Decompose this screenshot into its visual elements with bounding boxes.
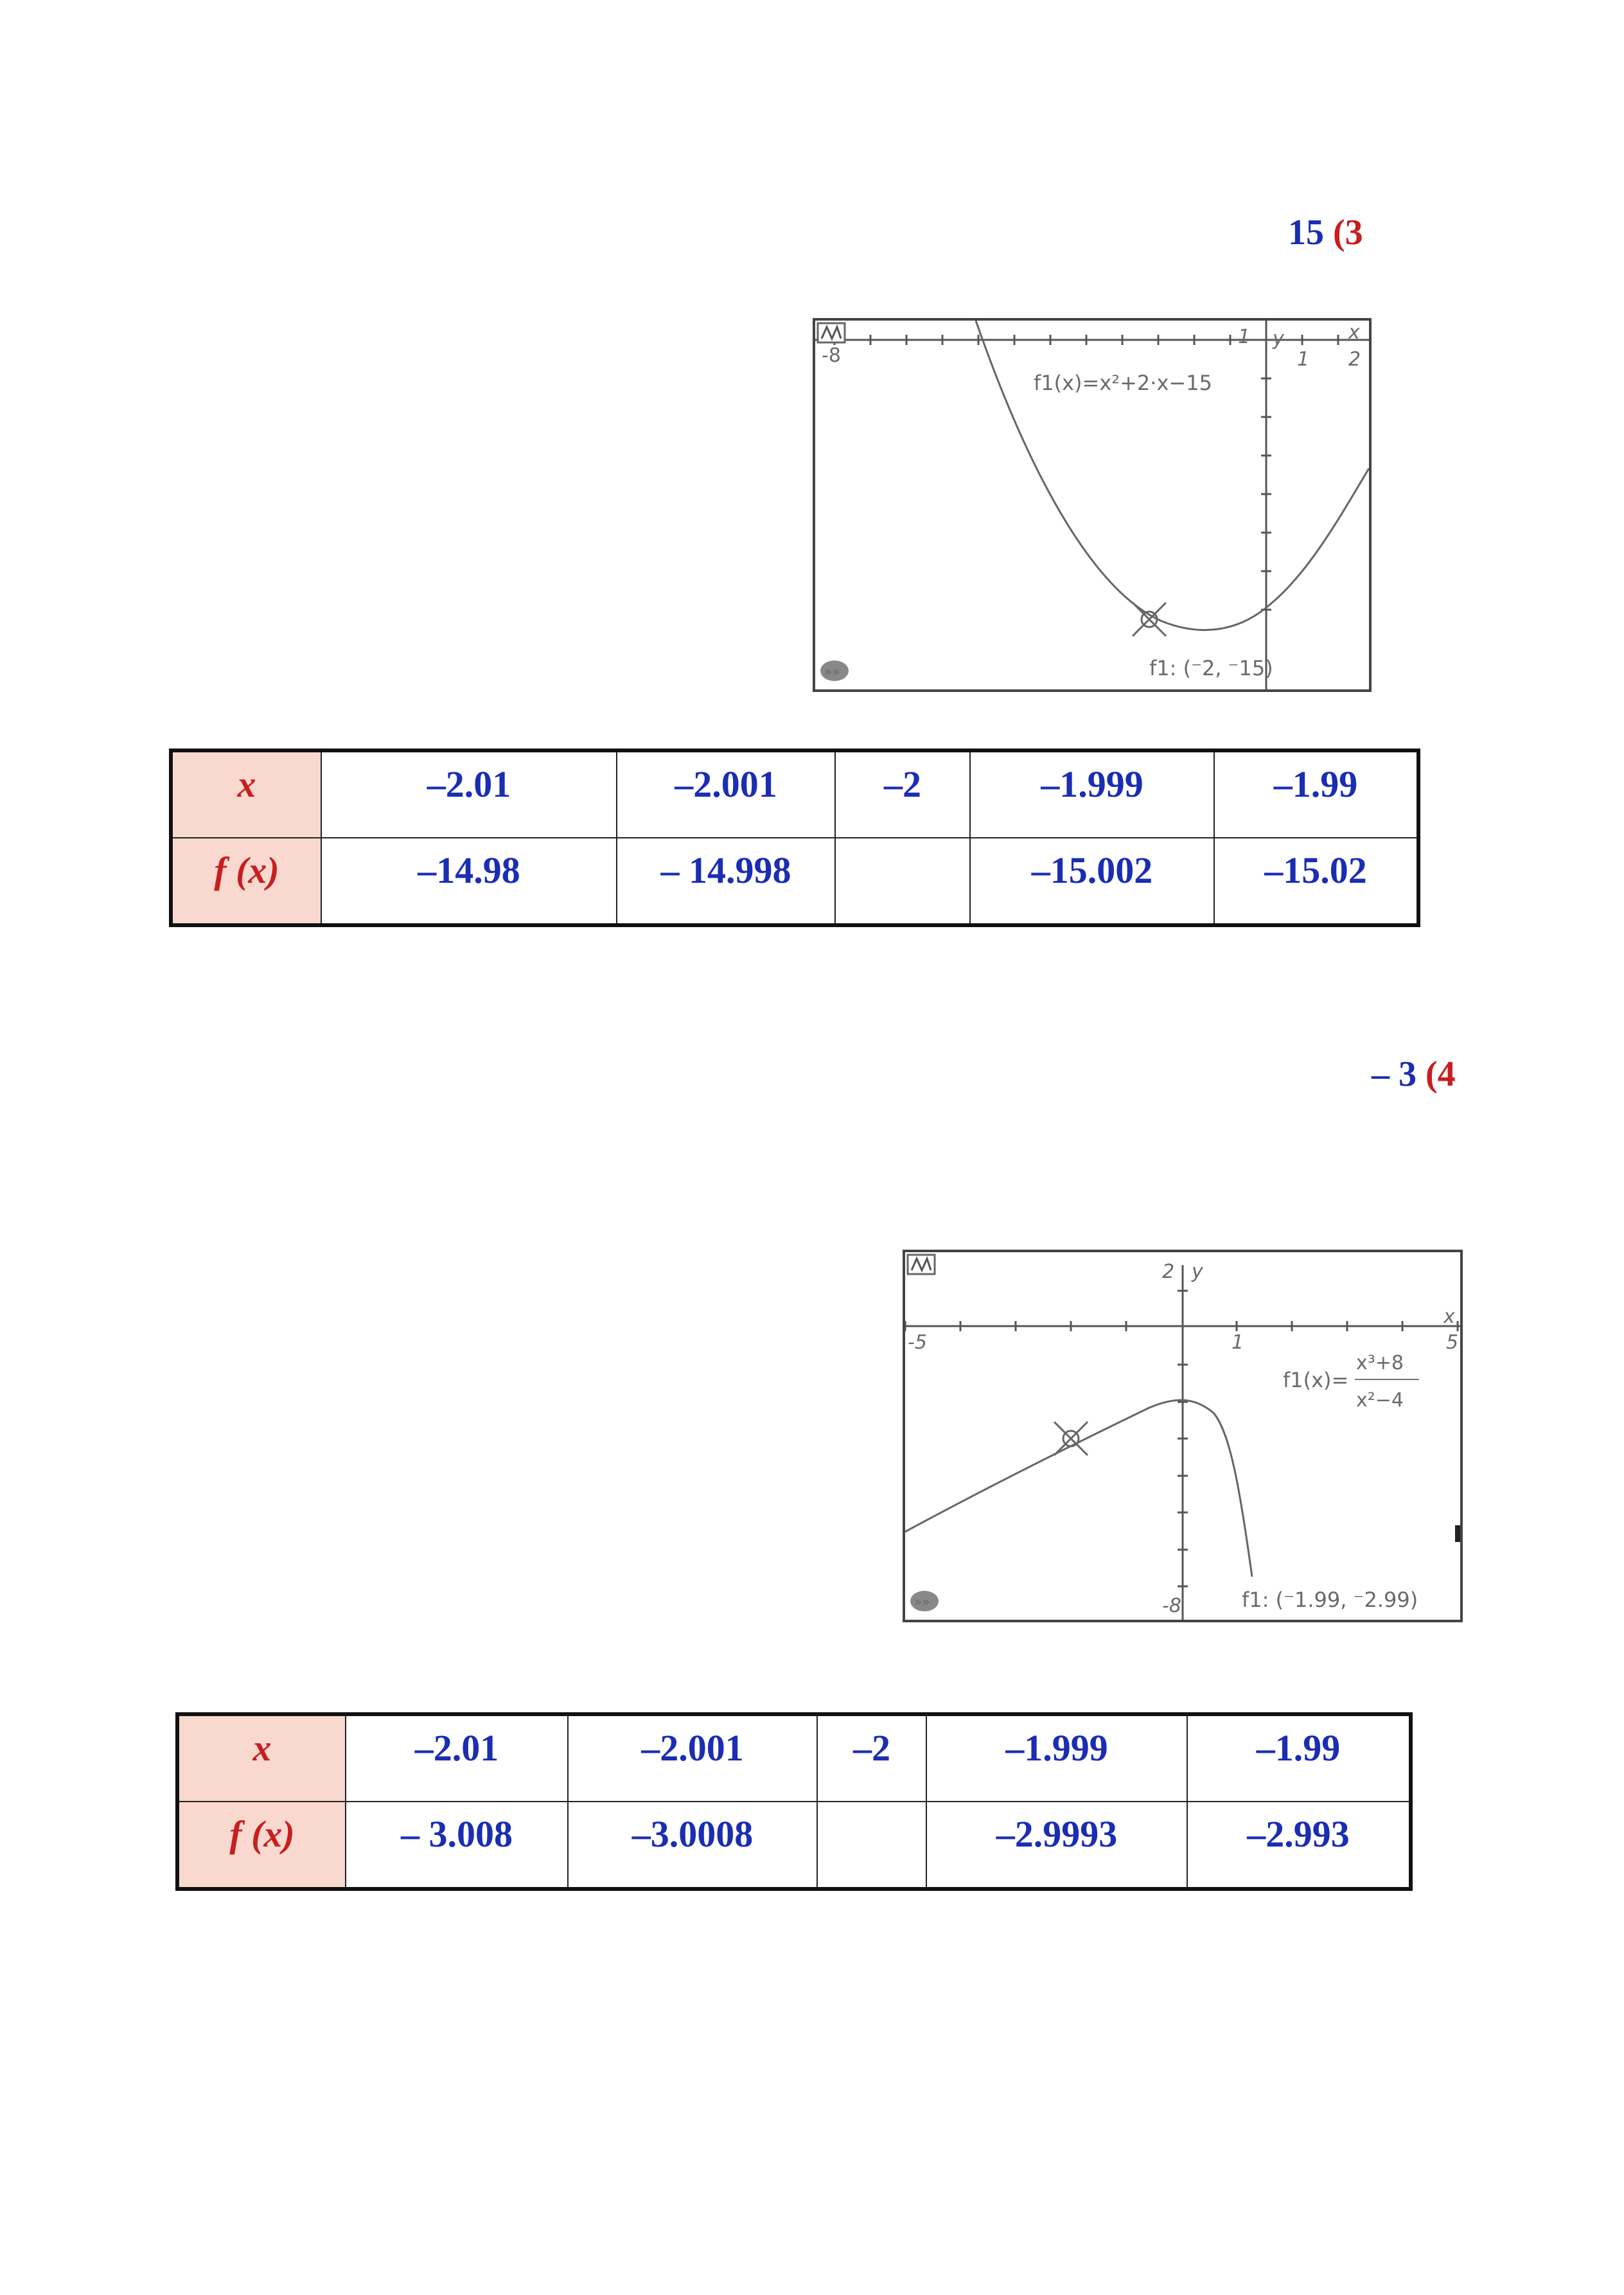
- table-cell: –2.01: [321, 750, 617, 838]
- values-table-2: [175, 1712, 1413, 1891]
- table-row: [177, 1714, 1411, 1802]
- table-cell: –1.999: [926, 1714, 1187, 1802]
- x-min-label: -8: [822, 344, 841, 367]
- x-header: x: [177, 1714, 346, 1802]
- y-max-label: 2: [1162, 1261, 1175, 1283]
- svg-text:»»: »»: [824, 664, 840, 679]
- table-cell: –15.02: [1214, 838, 1418, 925]
- trace-label: f1: (⁻2, ⁻15): [1149, 656, 1273, 680]
- navigation-arrows-icon[interactable]: [820, 660, 849, 681]
- y-axis-label: y: [1273, 328, 1284, 350]
- table-row: [171, 838, 1418, 925]
- graph-menu-icon[interactable]: [818, 323, 845, 342]
- table-cell: –14.98: [321, 838, 617, 925]
- function-label-prefix: f1(x)=: [1283, 1368, 1349, 1392]
- table-cell: – 3.008: [346, 1802, 568, 1889]
- tick-1-label: 1: [1297, 348, 1310, 371]
- table-cell: –2.001: [617, 750, 835, 838]
- answer-2-label: (4: [1425, 1054, 1456, 1094]
- x-min-label: -5: [908, 1331, 927, 1354]
- table-cell: –2: [817, 1714, 926, 1802]
- svg-text:»»: »»: [914, 1594, 930, 1609]
- answer-1-value: 15: [1288, 213, 1324, 253]
- answer-1-label: (3: [1333, 213, 1363, 253]
- table-row: [171, 750, 1418, 838]
- answer-2-value: – 3: [1372, 1054, 1417, 1094]
- x-max-label: 5: [1446, 1331, 1459, 1354]
- answer-1: [1288, 212, 1363, 253]
- trace-label: f1: (⁻1.99, ⁻2.99): [1242, 1588, 1418, 1612]
- function-label: f1(x)=x²+2·x−15: [1034, 371, 1212, 395]
- y-min-label: -8: [1162, 1595, 1181, 1617]
- table-cell: –2.993: [1187, 1802, 1411, 1889]
- table-cell: [835, 838, 970, 925]
- graph-1-plot: [815, 321, 1369, 689]
- table-cell: –3.0008: [568, 1802, 817, 1889]
- function-numerator: x³+8: [1356, 1352, 1404, 1374]
- x-axis-label: x: [1348, 321, 1360, 344]
- tick-2-label: 2: [1348, 348, 1361, 371]
- graph-screenshot-1: [813, 318, 1372, 692]
- table-cell: [817, 1802, 926, 1889]
- table-cell: –2.001: [568, 1714, 817, 1802]
- graph-screenshot-2: [903, 1250, 1463, 1622]
- fx-header: f (x): [171, 838, 321, 925]
- table-row: [177, 1802, 1411, 1889]
- trace-point-marker: [1054, 1422, 1088, 1455]
- x-header: x: [171, 750, 321, 838]
- table-cell: –2: [835, 750, 970, 838]
- graph-2-plot: [905, 1252, 1460, 1620]
- y-max-label: 1: [1238, 326, 1251, 348]
- graph-menu-icon[interactable]: [908, 1255, 935, 1274]
- table-cell: –2.01: [346, 1714, 568, 1802]
- table-cell: –1.99: [1214, 750, 1418, 838]
- tick-1-label: 1: [1231, 1331, 1244, 1354]
- values-table-1: [169, 749, 1420, 927]
- table-cell: –1.99: [1187, 1714, 1411, 1802]
- y-axis-label: y: [1192, 1261, 1203, 1283]
- answer-2: [1372, 1054, 1456, 1095]
- trace-point-marker: [1133, 603, 1166, 636]
- table-cell: –1.999: [970, 750, 1214, 838]
- table-cell: –2.9993: [926, 1802, 1187, 1889]
- fx-header: f (x): [177, 1802, 346, 1889]
- navigation-arrows-icon[interactable]: [910, 1591, 939, 1611]
- function-denominator: x²−4: [1356, 1389, 1404, 1412]
- table-cell: – 14.998: [617, 838, 835, 925]
- table-cell: –15.002: [970, 838, 1214, 925]
- x-axis-label: x: [1443, 1306, 1455, 1328]
